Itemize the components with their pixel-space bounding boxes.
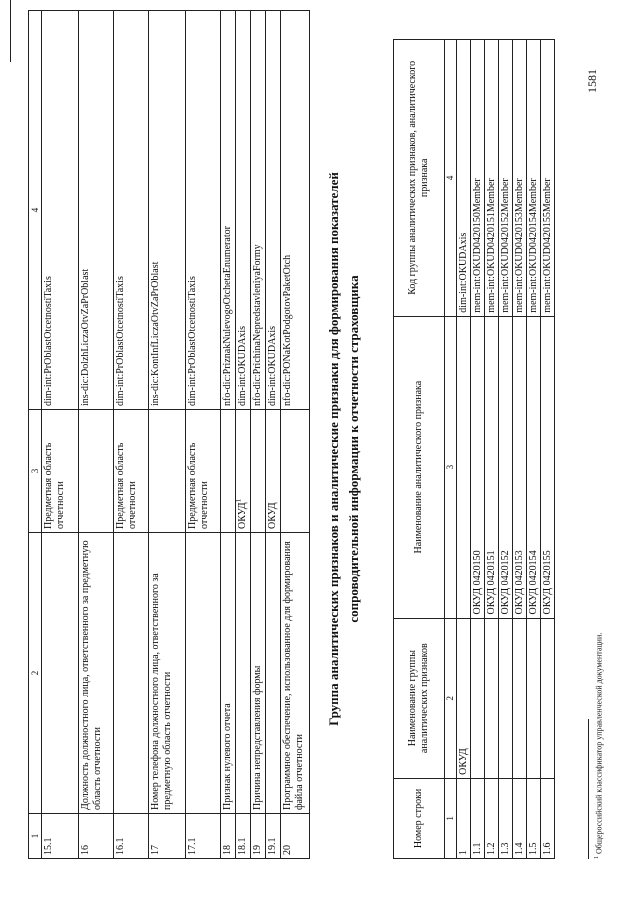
table-header-row (394, 40, 445, 859)
row-name (266, 533, 281, 814)
footnote-mark: 1 (594, 856, 600, 859)
row-number: 17.1 (186, 814, 221, 859)
row-code: nfo-dic:PONaKotPodgotovPaketOtch (281, 11, 310, 410)
footnote-rule (588, 719, 589, 859)
row-name: Номер телефона должностного лица, ответственного за предметную область отчетности (149, 533, 186, 814)
row-area-text: ОКУД (237, 502, 248, 529)
table-row (42, 11, 79, 859)
row-number: 17 (149, 814, 186, 859)
row-code: nfo-dic:PrichinaNepredstavleniyaFormy (251, 11, 266, 410)
row-code: ins-dic:DolzhLiczaOtvZaPrOblast (79, 11, 114, 410)
table-row (471, 40, 485, 859)
table-row (457, 40, 471, 859)
header-cell: 4 (445, 40, 457, 317)
row-number: 19.1 (266, 814, 281, 859)
header-cell: 4 (29, 11, 42, 410)
row-name: ОКУД 0420154 (527, 316, 541, 618)
row-name: Признак нулевого отчета (221, 533, 236, 814)
row-name: Программное обеспечение, использованное для формирования файла отчетности (281, 533, 310, 814)
row-code: mem-int:OKUD0420154Member (527, 40, 541, 317)
row-group (471, 618, 485, 778)
okud-table (393, 39, 555, 859)
row-code: mem-int:OKUD0420151Member (485, 40, 499, 317)
row-number: 1.3 (499, 778, 513, 858)
row-code: dim-int:OKUDAxis (266, 11, 281, 410)
row-group (499, 618, 513, 778)
row-code: mem-int:OKUD0420150Member (471, 40, 485, 317)
row-code: mem-int:OKUD0420153Member (513, 40, 527, 317)
header-cell: 1 (445, 778, 457, 858)
row-code: dim-int:PrOblastOtcetnostiTaxis (186, 11, 221, 410)
row-code: mem-int:OKUD0420155Member (541, 40, 555, 317)
table-row (499, 40, 513, 859)
table-row (527, 40, 541, 859)
footnote-text: Общероссийский классификатор управленческой документации. (594, 632, 604, 854)
row-name: Причина непредставления формы (251, 533, 266, 814)
row-number: 19 (251, 814, 266, 859)
row-number: 1.1 (471, 778, 485, 858)
row-area (236, 410, 251, 533)
row-number: 1.4 (513, 778, 527, 858)
table-row (541, 40, 555, 859)
table-row (513, 40, 527, 859)
row-area: Предметная область отчетности (186, 410, 221, 533)
row-area (149, 410, 186, 533)
row-name: ОКУД 0420155 (541, 316, 555, 618)
row-name (114, 533, 149, 814)
row-code: dim-int:PrOblastOtcetnostiTaxis (42, 11, 79, 410)
row-code: mem-int:OKUD0420152Member (499, 40, 513, 317)
row-code: dim-int:OKUDAxis (457, 40, 471, 317)
page-number: 1581 (585, 69, 599, 93)
header-attribute-name: Наименование аналитического признака (394, 316, 445, 618)
row-area (79, 410, 114, 533)
section-title-line-2: сопроводительной информации к отчетности страховщика (346, 275, 361, 623)
row-number: 1.6 (541, 778, 555, 858)
row-name (186, 533, 221, 814)
footnote-marker: 1 (234, 498, 243, 503)
row-number: 16.1 (114, 814, 149, 859)
table-row (251, 11, 266, 859)
row-group (541, 618, 555, 778)
row-area: ОКУД (266, 410, 281, 533)
row-group (513, 618, 527, 778)
row-name (457, 316, 471, 618)
row-area: Предметная область отчетности (114, 410, 149, 533)
header-cell: 2 (29, 533, 42, 814)
row-code: nfo-dic:PriznakNulevogoOtchetaEnumerator (221, 11, 236, 410)
header-cell: 3 (445, 316, 457, 618)
table-row (266, 11, 281, 859)
row-name (42, 533, 79, 814)
row-number: 1 (457, 778, 471, 858)
row-name: ОКУД 0420150 (471, 316, 485, 618)
row-number: 15.1 (42, 814, 79, 859)
section-title-line-1: Группа аналитических признаков и аналитические признаки для формирования показателей (326, 172, 341, 726)
table-row (236, 11, 251, 859)
row-code: ins-dic:KontInfLiczaOtvZaPrOblast (149, 11, 186, 410)
header-group-name: Наименование группы аналитических признаков (394, 618, 445, 778)
row-group (485, 618, 499, 778)
row-area: Предметная область отчетности (42, 410, 79, 533)
row-name (236, 533, 251, 814)
header-code: Код группы аналитических признаков, аналитического признака (394, 40, 445, 317)
table-row (485, 40, 499, 859)
row-code: dim-int:OKUDAxis (236, 11, 251, 410)
row-number: 16 (79, 814, 114, 859)
row-area (221, 410, 236, 533)
row-name: ОКУД 0420153 (513, 316, 527, 618)
row-number: 1.5 (527, 778, 541, 858)
row-number: 1.2 (485, 778, 499, 858)
table-row (281, 11, 310, 859)
header-cell: 1 (29, 814, 42, 859)
row-area (281, 410, 310, 533)
row-name: Должность должностного лица, ответственного за предметную область отчетности (79, 533, 114, 814)
row-number: 18.1 (236, 814, 251, 859)
row-name: ОКУД 0420151 (485, 316, 499, 618)
row-code: dim-int:PrOblastOtcetnostiTaxis (114, 11, 149, 410)
row-group: ОКУД (457, 618, 471, 778)
row-number: 20 (281, 814, 310, 859)
header-cell: 2 (445, 618, 457, 778)
table-header-number-row (445, 40, 457, 859)
table-header-row (29, 11, 42, 859)
footnote (592, 633, 605, 859)
header-row-number: Номер строки (394, 778, 445, 858)
header-cell: 3 (29, 410, 42, 533)
row-area (251, 410, 266, 533)
table-row (221, 11, 236, 859)
row-group (527, 618, 541, 778)
table-row (114, 11, 149, 859)
table-row (149, 11, 186, 859)
attributes-table (28, 10, 310, 859)
table-row (186, 11, 221, 859)
row-name: ОКУД 0420152 (499, 316, 513, 618)
row-number: 18 (221, 814, 236, 859)
table-row (79, 11, 114, 859)
